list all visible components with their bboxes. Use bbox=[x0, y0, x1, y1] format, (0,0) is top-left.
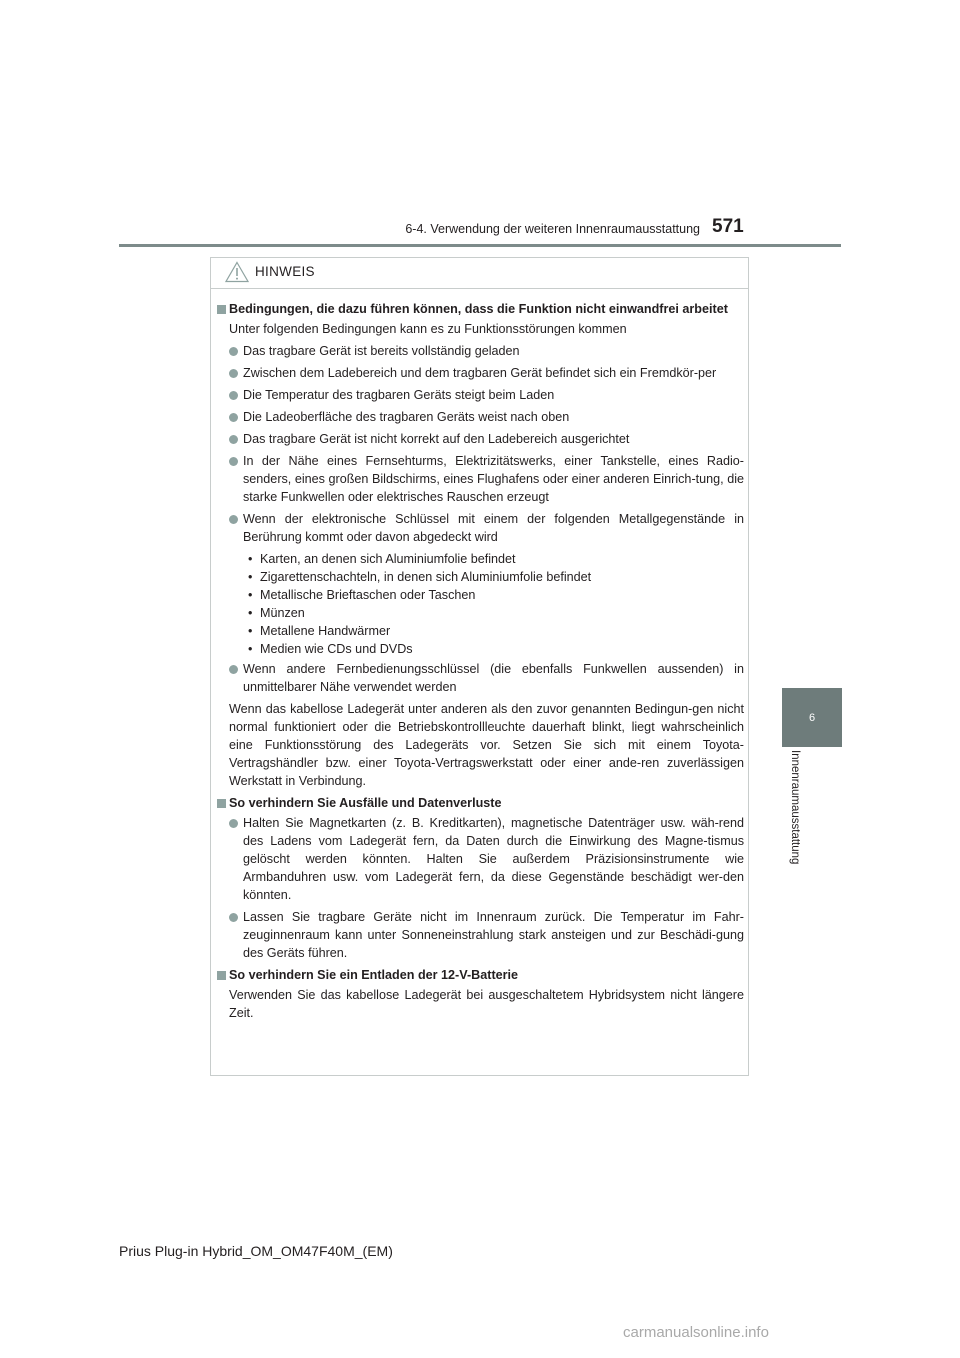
section-text: Verwenden Sie das kabellose Ladegerät bei ausgeschaltetem Hybridsystem nicht längere Zeit. bbox=[229, 988, 744, 1020]
list-item: Das tragbare Gerät ist bereits vollständig geladen bbox=[217, 342, 744, 360]
notice-body bbox=[217, 300, 744, 1026]
list-item: Lassen Sie tragbare Geräte nicht im Innenraum zurück. Die Temperatur im Fahr-zeuginnenraum kann unter Sonneneinstrahlung stark ansteigen und zur Beschädi-gung des Geräts führen. bbox=[217, 908, 744, 962]
section-heading-battery: So verhindern Sie ein Entladen der 12-V-Batterie bbox=[217, 966, 744, 984]
section-heading-failures: So verhindern Sie Ausfälle und Datenverluste bbox=[217, 794, 744, 812]
section-intro: Unter folgenden Bedingungen kann es zu Funktionsstörungen kommen bbox=[229, 322, 627, 336]
square-bullet-icon bbox=[217, 971, 226, 980]
square-bullet-icon bbox=[217, 305, 226, 314]
sub-list-item: • Zigarettenschachteln, in denen sich Aluminiumfolie befindet bbox=[248, 570, 592, 584]
list-item: Wenn andere Fernbedienungsschlüssel (die ebenfalls Funkwellen aussenden) in unmittelbarer Nähe verwendet werden bbox=[217, 660, 744, 696]
sub-list-item: • Metallische Brieftaschen oder Taschen bbox=[248, 588, 476, 602]
round-bullet-icon bbox=[229, 819, 238, 828]
list-item: Halten Sie Magnetkarten (z. B. Kreditkarten), magnetische Datenträger usw. wäh-rend des Ladens vom Ladegerät fern, da Daten durch die Einwirkung des Magne-tismus gelöscht werden könnten. Halten Sie außerdem Präzisionsinstrumente wie Armbanduhren usw. vom Ladegerät fern, da diese Gegenstände beschädigt wer-den könnten. bbox=[217, 814, 744, 904]
document-id: Prius Plug-in Hybrid_OM_OM47F40M_(EM) bbox=[119, 1243, 393, 1259]
round-bullet-icon bbox=[229, 369, 238, 378]
sub-list-item: • Karten, an denen sich Aluminiumfolie befindet bbox=[248, 552, 516, 566]
list-item: Die Temperatur des tragbaren Geräts steigt beim Laden bbox=[217, 386, 744, 404]
notice-header bbox=[211, 258, 748, 289]
sub-list-item: • Münzen bbox=[248, 606, 305, 620]
list-item: Zwischen dem Ladebereich und dem tragbaren Gerät befindet sich ein Fremdkör-per bbox=[217, 364, 744, 382]
section-heading: 6-4. Verwendung der weiteren Innenraumausstattung bbox=[405, 222, 700, 236]
list-item: In der Nähe eines Fernsehturms, Elektrizitätswerks, einer Tankstelle, eines Radio-senders, eines großen Bildschirms, eines Flughafens oder einer anderen Einrich-tung, die starke Funkwellen oder elektrisches Rauschen erzeugt bbox=[217, 452, 744, 506]
chapter-tab[interactable] bbox=[782, 688, 842, 747]
round-bullet-icon bbox=[229, 515, 238, 524]
sub-list-item: • Metallene Handwärmer bbox=[248, 624, 391, 638]
chapter-number: 6 bbox=[808, 711, 816, 724]
metal-objects-list bbox=[217, 550, 744, 658]
sub-list-item: • Medien wie CDs und DVDs bbox=[248, 642, 413, 656]
round-bullet-icon bbox=[229, 391, 238, 400]
round-bullet-icon bbox=[229, 435, 238, 444]
round-bullet-icon bbox=[229, 457, 238, 466]
warning-triangle-icon bbox=[225, 261, 249, 283]
section-closing: Wenn das kabellose Ladegerät unter anderen als den zuvor genannten Bedingun-gen nicht normal funktioniert oder die Betriebskontrollleuchte dauerhaft blinkt, liegt wahrscheinlich eine Funktionsstörung des Ladegeräts vor. Setzen Sie sich mit einem Toyota-Vertragshändler bzw. einer Toyota-Vertragswerkstatt oder einer ande-ren zuverlässigen Werkstatt in Verbindung. bbox=[229, 702, 744, 788]
watermark: carmanualsonline.info bbox=[623, 1324, 769, 1341]
list-item: Die Ladeoberfläche des tragbaren Geräts weist nach oben bbox=[217, 408, 744, 426]
page-number: 571 bbox=[712, 216, 744, 237]
list-item: Wenn der elektronische Schlüssel mit einem der folgenden Metallgegenstände in Berührung kommt oder davon abgedeckt wird bbox=[217, 510, 744, 546]
chapter-label: Innenraumausstattung bbox=[789, 750, 801, 865]
round-bullet-icon bbox=[229, 665, 238, 674]
notice-box bbox=[210, 257, 749, 1076]
round-bullet-icon bbox=[229, 913, 238, 922]
round-bullet-icon bbox=[229, 347, 238, 356]
notice-title: HINWEIS bbox=[255, 264, 315, 279]
round-bullet-icon bbox=[229, 413, 238, 422]
header-divider bbox=[119, 244, 841, 247]
square-bullet-icon bbox=[217, 799, 226, 808]
list-item: Das tragbare Gerät ist nicht korrekt auf den Ladebereich ausgerichtet bbox=[217, 430, 744, 448]
section-heading-conditions: Bedingungen, die dazu führen können, dass die Funktion nicht einwandfrei arbeitet bbox=[217, 300, 744, 318]
